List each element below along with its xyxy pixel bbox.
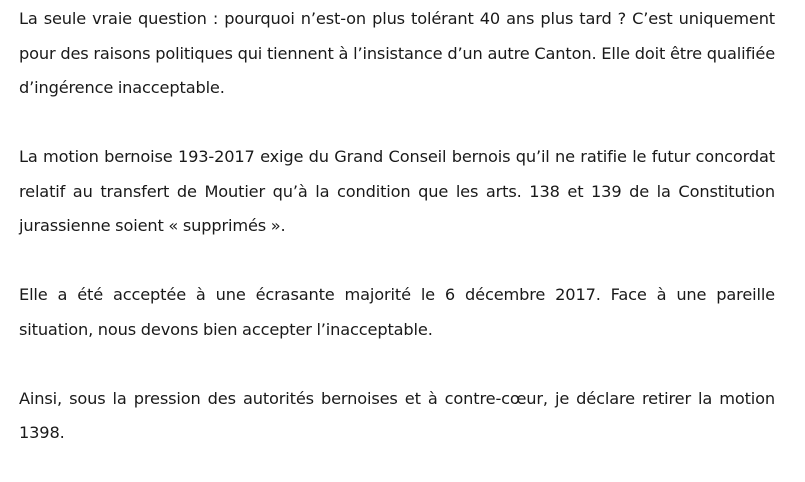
- paragraph-vote-result: Elle a été acceptée à une écrasante majorité le 6 décembre 2017. Face à une pareille situation, nous devons bien accepter l’inacceptable.: [19, 285, 775, 339]
- document-body: [19, 2, 775, 451]
- paragraph-bernese-motion: La motion bernoise 193-2017 exige du Grand Conseil bernois qu’il ne ratifie le futur concordat relatif au transfert de Moutier qu’à la condition que les arts. 138 et 139 de la Constitution jurassienne soient « supprimés ».: [19, 147, 775, 235]
- paragraph-tolerance-question: La seule vraie question : pourquoi n’est-on plus tolérant 40 ans plus tard ? C’est uniquement pour des raisons politiques qui tiennent à l’insistance d’un autre Canton. Elle doit être qualifiée d’ingérence inacceptable.: [19, 9, 775, 97]
- paragraph-withdrawal: Ainsi, sous la pression des autorités bernoises et à contre-cœur, je déclare retirer la motion 1398.: [19, 388, 775, 442]
